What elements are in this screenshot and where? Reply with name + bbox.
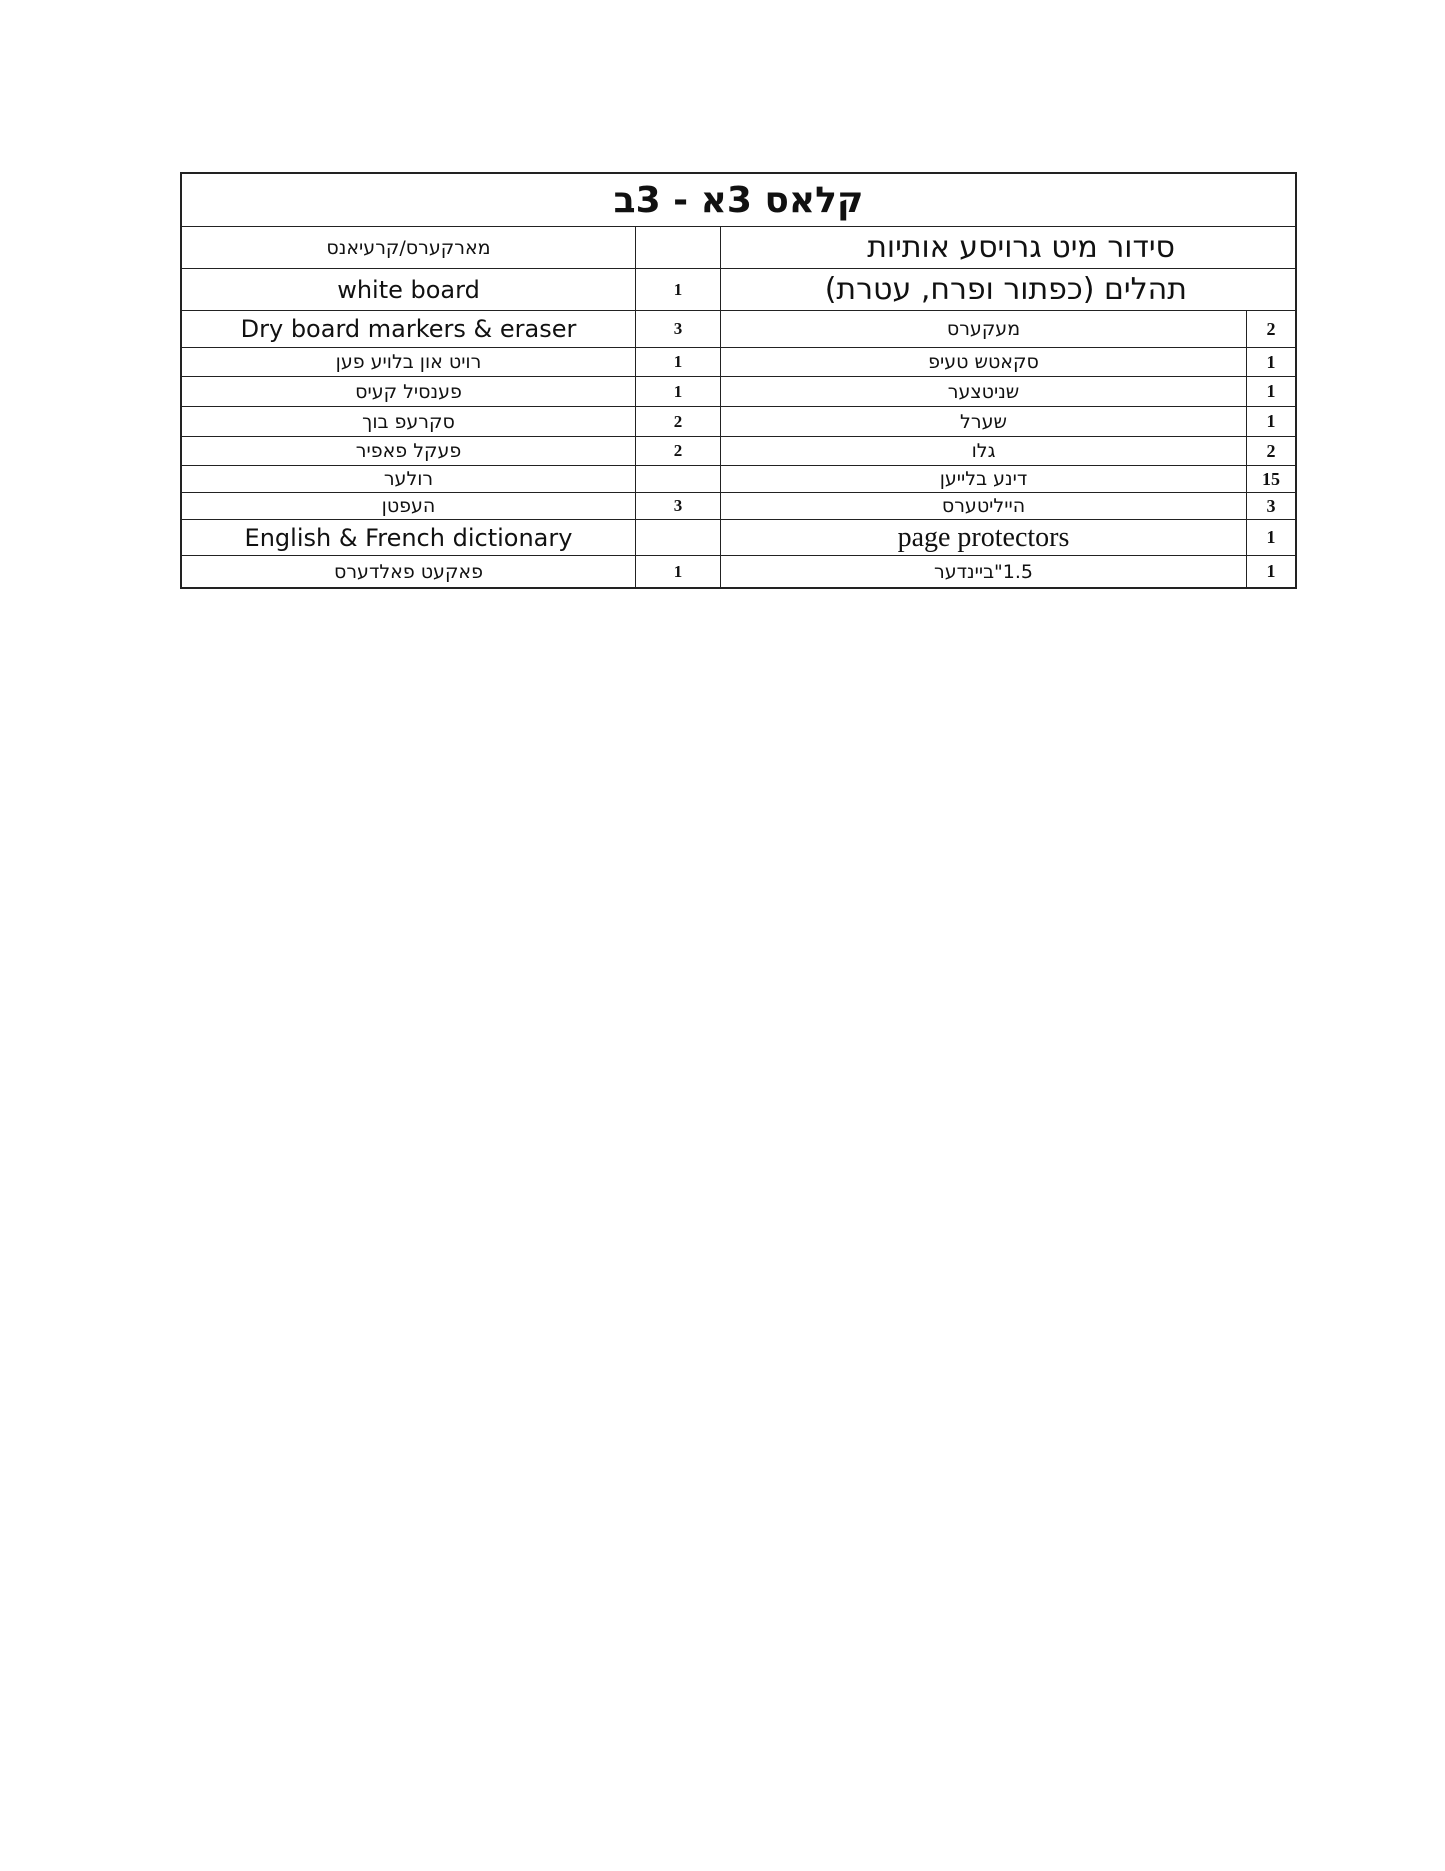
item-qty: 3 [636, 493, 721, 519]
table-row [182, 520, 1295, 556]
item-name: סידור מיט גרויסע אותיות [867, 230, 1175, 265]
item-qty: 2 [1266, 440, 1276, 461]
item-qty: 1 [1266, 351, 1276, 372]
item-name: פעקל פאפיר [355, 440, 462, 462]
item-name: פאקעט פאלדערס [334, 560, 483, 583]
item-qty: 1 [636, 348, 721, 376]
table-row [182, 227, 1295, 269]
item-name: תהלים (כפתור ופרח, עטרת) [824, 272, 1187, 307]
item-qty [636, 466, 721, 492]
table-row [182, 466, 1295, 493]
item-name: רויט און בלויע פען [335, 351, 482, 373]
item-qty: 3 [636, 311, 721, 347]
item-name: 1.5"ביינדער [933, 560, 1034, 583]
item-name: דינע בלייען [939, 468, 1028, 490]
item-name: רולער [383, 468, 434, 490]
item-name: סקרעפ בוך [362, 410, 455, 433]
item-qty: 1 [1266, 411, 1276, 431]
item-name: שערל [960, 410, 1007, 433]
table-row [182, 493, 1295, 520]
table-row [182, 311, 1295, 348]
item-qty: 1 [636, 269, 721, 310]
item-name: העפטן [381, 495, 436, 517]
supply-list-table [180, 172, 1297, 589]
table-row [182, 269, 1295, 311]
item-qty: 2 [636, 437, 721, 465]
item-name: white board [337, 275, 480, 304]
table-row [182, 407, 1295, 437]
item-qty: 1 [1266, 527, 1276, 547]
item-qty: 2 [1266, 318, 1276, 339]
table-row [182, 377, 1295, 407]
table-row [182, 348, 1295, 377]
item-qty: 1 [636, 556, 721, 587]
table-title-row [182, 174, 1295, 227]
item-name: גלו [971, 440, 996, 462]
item-name: page protectors [897, 521, 1070, 553]
table-row [182, 437, 1295, 466]
item-name: סקאטש טעיפ [928, 351, 1039, 373]
item-name: פענסיל קעיס [355, 380, 462, 403]
table-title: קלאס 3א - 3ב [613, 179, 864, 221]
item-qty: 1 [636, 377, 721, 406]
item-qty: 3 [1266, 495, 1276, 516]
item-qty: 15 [1262, 468, 1280, 489]
item-qty: 2 [636, 407, 721, 436]
item-qty: 1 [1266, 381, 1276, 401]
item-qty [636, 520, 721, 555]
item-name: מעקערס [946, 318, 1021, 340]
item-name: שניטצער [947, 380, 1020, 403]
item-name: Dry board markers & eraser [240, 315, 577, 343]
item-name: English & French dictionary [244, 523, 573, 552]
table-row [182, 556, 1295, 587]
item-qty [636, 227, 721, 268]
item-name: הייליטערס [941, 495, 1026, 517]
item-qty: 1 [1266, 561, 1276, 581]
item-name: מארקערס/קרעיאנס [326, 236, 491, 259]
